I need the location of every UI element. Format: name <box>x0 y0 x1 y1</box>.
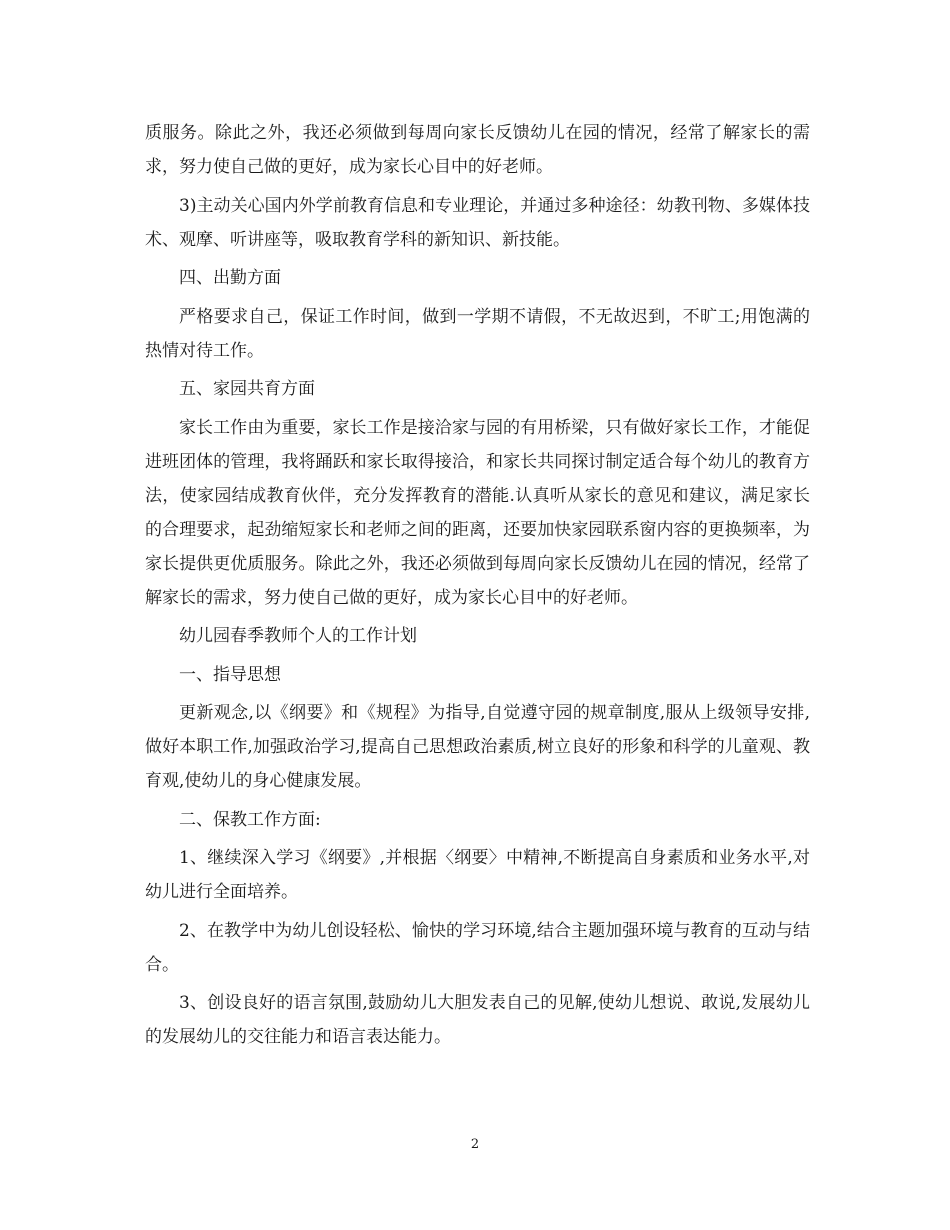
list-item-3: 3、创设良好的语言氛围,鼓励幼儿大胆发表自己的见解,使幼儿想说、敢说,发展幼儿的发展幼儿的交往能力和语言表达能力。 <box>145 993 810 1047</box>
section-heading-attendance: 四、出勤方面 <box>179 268 281 288</box>
document-body <box>145 116 810 1059</box>
section-heading-teaching-work: 二、保教工作方面: <box>179 809 321 830</box>
section-heading-home-school: 五、家园共育方面 <box>179 379 315 399</box>
section-heading-guiding-ideology: 一、指导思想 <box>179 664 281 685</box>
page-number: 2 <box>470 1137 480 1152</box>
paragraph-1: 质服务。除此之外，我还必须做到每周向家长反馈幼儿在园的情况，经常了解家长的需求，努力使自己做的更好，成为家长心目中的好老师。 <box>145 123 810 177</box>
paragraph-3: 严格要求自己，保证工作时间，做到一学期不请假，不无故迟到，不旷工;用饱满的热情对待工作。 <box>145 306 810 361</box>
paragraph-5: 更新观念,以《纲要》和《规程》为指导,自觉遵守园的规章制度,服从上级领导安排,做好本职工作,加强政治学习,提高自己思想政治素质,树立良好的形象和科学的儿童观、教育观,使幼儿的身心健康发展。 <box>145 703 810 791</box>
list-item-2: 2、在教学中为幼儿创设轻松、愉快的学习环境,结合主题加强环境与教育的互动与结合。 <box>145 920 810 975</box>
paragraph-4: 家长工作由为重要，家长工作是接洽家与园的有用桥梁，只有做好家长工作，才能促进班团体的管理，我将踊跃和家长取得接洽，和家长共同探讨制定适合每个幼儿的教育方法，使家园结成教育伙伴，充分发挥教育的潜能.认真听从家长的意见和建议，满足家长的合理要求，起劲缩短家长和老师之间的距离，还要加快家园联系窗内容的更换频率，为家长提供更优质服务。除此之外，我还必须做到每周向家长反馈幼儿在园的情况，经常了解家长的需求，努力使自己做的更好，成为家长心目中的好老师。 <box>145 417 810 608</box>
document-subtitle: 幼儿园春季教师个人的工作计划 <box>179 626 417 646</box>
list-item-1: 1、继续深入学习《纲要》,并根据〈纲要〉中精神,不断提高自身素质和业务水平,对幼儿进行全面培养。 <box>145 848 810 902</box>
paragraph-2: 3)主动关心国内外学前教育信息和专业理论，并通过多种途径：幼教刊物、多媒体技术、观摩、听讲座等，吸取教育学科的新知识、新技能。 <box>145 195 810 250</box>
